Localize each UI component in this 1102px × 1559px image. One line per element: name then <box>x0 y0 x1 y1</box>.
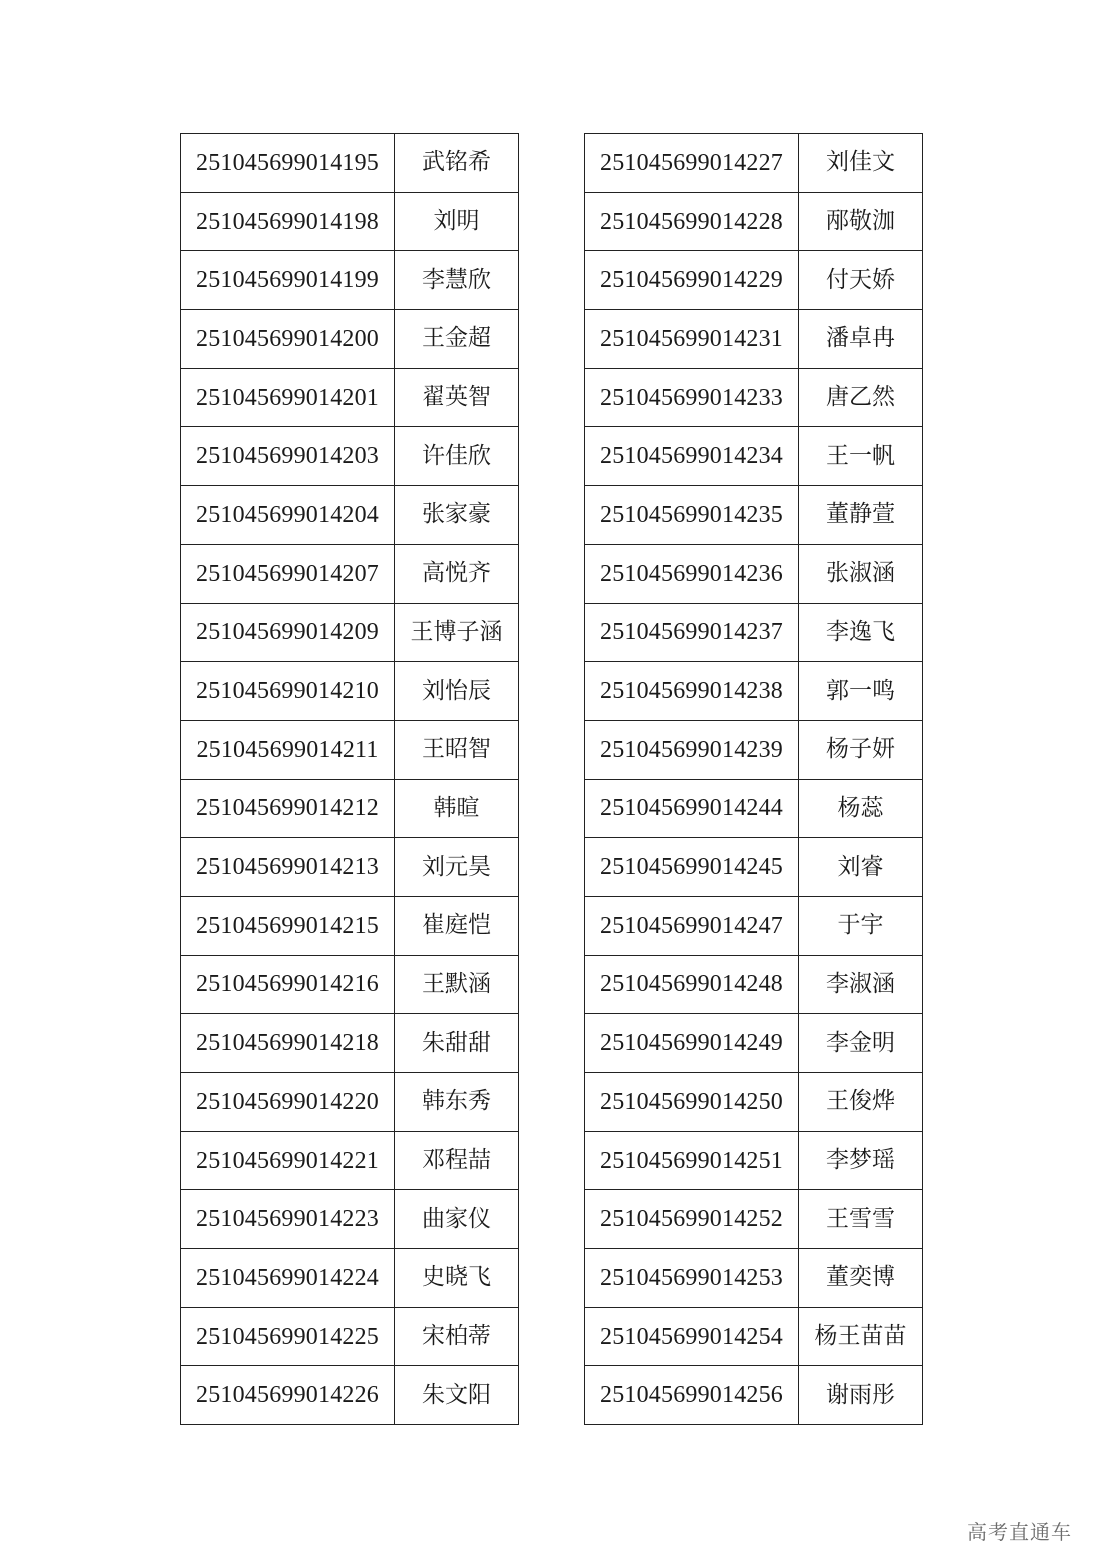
candidate-id-cell: 251045699014244 <box>585 779 799 838</box>
candidate-name-cell: 李慧欣 <box>395 251 519 310</box>
watermark-text: 高考直通车 <box>967 1520 1072 1544</box>
candidate-name-cell: 刘明 <box>395 192 519 251</box>
table-row <box>585 1131 923 1190</box>
table-row <box>585 486 923 545</box>
candidate-name-cell: 宋柏蒂 <box>395 1307 519 1366</box>
candidate-id-cell: 251045699014221 <box>181 1131 395 1190</box>
candidate-id-cell: 251045699014207 <box>181 544 395 603</box>
candidate-name-cell: 杨王苗苗 <box>799 1307 923 1366</box>
candidate-name-cell: 李金明 <box>799 1014 923 1073</box>
table-row <box>585 192 923 251</box>
candidate-name-cell: 谢雨彤 <box>799 1366 923 1425</box>
table-row <box>585 1307 923 1366</box>
table-row <box>585 1073 923 1132</box>
table-row <box>585 662 923 721</box>
candidate-id-cell: 251045699014250 <box>585 1073 799 1132</box>
table-row <box>585 1366 923 1425</box>
candidate-name-cell: 杨蕊 <box>799 779 923 838</box>
candidate-name-cell: 张家豪 <box>395 486 519 545</box>
candidate-name-cell: 韩暄 <box>395 779 519 838</box>
candidate-id-cell: 251045699014216 <box>181 955 395 1014</box>
candidate-id-cell: 251045699014211 <box>181 720 395 779</box>
roster-table-body <box>181 134 519 1425</box>
table-row <box>181 251 519 310</box>
table-row <box>585 603 923 662</box>
candidate-id-cell: 251045699014218 <box>181 1014 395 1073</box>
candidate-id-cell: 251045699014233 <box>585 368 799 427</box>
candidate-id-cell: 251045699014215 <box>181 896 395 955</box>
candidate-id-cell: 251045699014195 <box>181 134 395 193</box>
table-row <box>181 310 519 369</box>
table-row <box>585 955 923 1014</box>
candidate-id-cell: 251045699014256 <box>585 1366 799 1425</box>
candidate-id-cell: 251045699014199 <box>181 251 395 310</box>
table-row <box>181 955 519 1014</box>
candidate-name-cell: 于宇 <box>799 896 923 955</box>
candidate-name-cell: 王一帆 <box>799 427 923 486</box>
candidate-id-cell: 251045699014253 <box>585 1249 799 1308</box>
table-row <box>585 134 923 193</box>
candidate-id-cell: 251045699014248 <box>585 955 799 1014</box>
candidate-name-cell: 许佳欣 <box>395 427 519 486</box>
table-row <box>585 368 923 427</box>
candidate-name-cell: 王昭智 <box>395 720 519 779</box>
candidate-id-cell: 251045699014204 <box>181 486 395 545</box>
table-row <box>181 896 519 955</box>
table-row <box>181 838 519 897</box>
candidate-id-cell: 251045699014209 <box>181 603 395 662</box>
candidate-id-cell: 251045699014223 <box>181 1190 395 1249</box>
candidate-name-cell: 朱文阳 <box>395 1366 519 1425</box>
candidate-name-cell: 王金超 <box>395 310 519 369</box>
candidate-id-cell: 251045699014225 <box>181 1307 395 1366</box>
candidate-id-cell: 251045699014224 <box>181 1249 395 1308</box>
candidate-name-cell: 唐乙然 <box>799 368 923 427</box>
table-row <box>181 427 519 486</box>
candidate-id-cell: 251045699014235 <box>585 486 799 545</box>
table-row <box>181 1073 519 1132</box>
candidate-name-cell: 李逸飞 <box>799 603 923 662</box>
candidate-name-cell: 史晓飞 <box>395 1249 519 1308</box>
roster-table-right <box>584 133 923 1425</box>
table-row <box>585 544 923 603</box>
table-row <box>181 368 519 427</box>
table-row <box>181 486 519 545</box>
candidate-id-cell: 251045699014220 <box>181 1073 395 1132</box>
candidate-name-cell: 董静萱 <box>799 486 923 545</box>
candidate-id-cell: 251045699014229 <box>585 251 799 310</box>
table-row <box>585 1190 923 1249</box>
candidate-id-cell: 251045699014228 <box>585 192 799 251</box>
table-row <box>181 603 519 662</box>
candidate-name-cell: 朱甜甜 <box>395 1014 519 1073</box>
candidate-name-cell: 邴敬泇 <box>799 192 923 251</box>
candidate-id-cell: 251045699014213 <box>181 838 395 897</box>
candidate-id-cell: 251045699014252 <box>585 1190 799 1249</box>
table-row <box>585 1249 923 1308</box>
table-row <box>181 1307 519 1366</box>
candidate-id-cell: 251045699014236 <box>585 544 799 603</box>
candidate-name-cell: 翟英智 <box>395 368 519 427</box>
candidate-id-cell: 251045699014251 <box>585 1131 799 1190</box>
candidate-id-cell: 251045699014234 <box>585 427 799 486</box>
table-row <box>585 427 923 486</box>
candidate-name-cell: 王默涵 <box>395 955 519 1014</box>
candidate-name-cell: 刘佳文 <box>799 134 923 193</box>
candidate-name-cell: 王俊烨 <box>799 1073 923 1132</box>
table-row <box>181 720 519 779</box>
candidate-id-cell: 251045699014200 <box>181 310 395 369</box>
candidate-id-cell: 251045699014245 <box>585 838 799 897</box>
candidate-name-cell: 郭一鸣 <box>799 662 923 721</box>
candidate-id-cell: 251045699014198 <box>181 192 395 251</box>
table-row <box>585 838 923 897</box>
candidate-name-cell: 潘卓冉 <box>799 310 923 369</box>
candidate-name-cell: 曲家仪 <box>395 1190 519 1249</box>
candidate-name-cell: 高悦齐 <box>395 544 519 603</box>
candidate-name-cell: 韩东秀 <box>395 1073 519 1132</box>
table-row <box>585 1014 923 1073</box>
roster-table-body <box>585 134 923 1425</box>
candidate-name-cell: 李梦瑶 <box>799 1131 923 1190</box>
candidate-id-cell: 251045699014237 <box>585 603 799 662</box>
candidate-id-cell: 251045699014226 <box>181 1366 395 1425</box>
candidate-name-cell: 杨子妍 <box>799 720 923 779</box>
candidate-name-cell: 刘怡辰 <box>395 662 519 721</box>
candidate-id-cell: 251045699014210 <box>181 662 395 721</box>
table-row <box>585 720 923 779</box>
table-row <box>181 779 519 838</box>
candidate-id-cell: 251045699014254 <box>585 1307 799 1366</box>
candidate-id-cell: 251045699014203 <box>181 427 395 486</box>
table-row <box>181 134 519 193</box>
table-row <box>585 779 923 838</box>
candidate-id-cell: 251045699014212 <box>181 779 395 838</box>
candidate-name-cell: 张淑涵 <box>799 544 923 603</box>
candidate-id-cell: 251045699014231 <box>585 310 799 369</box>
roster-table-left <box>180 133 519 1425</box>
table-row <box>181 1014 519 1073</box>
candidate-id-cell: 251045699014227 <box>585 134 799 193</box>
table-row <box>181 192 519 251</box>
table-row <box>585 251 923 310</box>
table-row <box>181 1249 519 1308</box>
candidate-name-cell: 邓程喆 <box>395 1131 519 1190</box>
candidate-id-cell: 251045699014247 <box>585 896 799 955</box>
candidate-name-cell: 刘睿 <box>799 838 923 897</box>
candidate-name-cell: 王博子涵 <box>395 603 519 662</box>
table-row <box>585 310 923 369</box>
table-row <box>181 1190 519 1249</box>
table-row <box>181 544 519 603</box>
candidate-id-cell: 251045699014201 <box>181 368 395 427</box>
table-row <box>181 1366 519 1425</box>
table-row <box>585 896 923 955</box>
candidate-name-cell: 武铭希 <box>395 134 519 193</box>
candidate-id-cell: 251045699014249 <box>585 1014 799 1073</box>
table-row <box>181 1131 519 1190</box>
candidate-id-cell: 251045699014238 <box>585 662 799 721</box>
candidate-name-cell: 付天娇 <box>799 251 923 310</box>
candidate-name-cell: 王雪雪 <box>799 1190 923 1249</box>
candidate-name-cell: 崔庭恺 <box>395 896 519 955</box>
table-row <box>181 662 519 721</box>
candidate-name-cell: 刘元昊 <box>395 838 519 897</box>
candidate-name-cell: 李淑涵 <box>799 955 923 1014</box>
candidate-name-cell: 董奕博 <box>799 1249 923 1308</box>
candidate-id-cell: 251045699014239 <box>585 720 799 779</box>
